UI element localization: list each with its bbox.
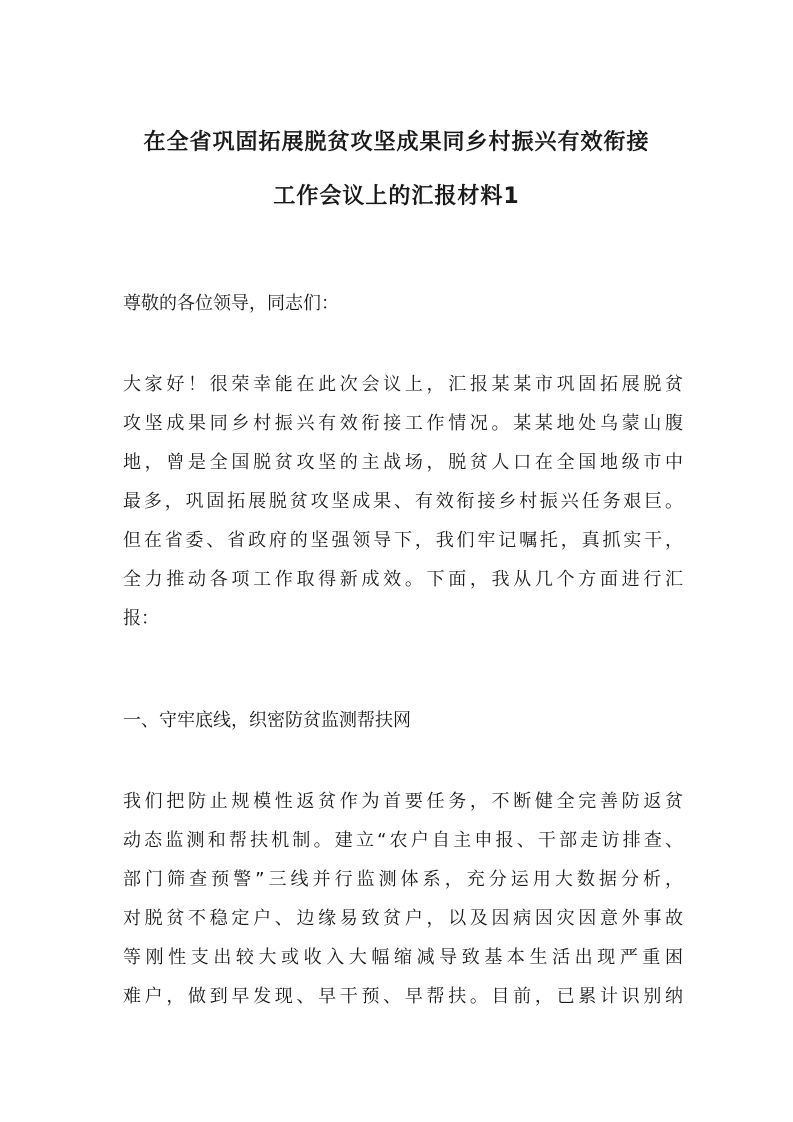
intro-line: 攻坚成果同乡村振兴有效衔接工作情况。某某地处乌蒙山腹 (123, 413, 683, 434)
document-title-line-2: 工作会议上的汇报材料1 (273, 184, 520, 209)
intro-line: 大家好！很荣幸能在此次会议上，汇报某某市巩固拓展脱贫 (123, 374, 683, 395)
document-title-line-1: 在全省巩固拓展脱贫攻坚成果同乡村振兴有效衔接 (143, 130, 650, 155)
intro-line: 最多，巩固拓展脱贫攻坚成果、有效衔接乡村振兴任务艰巨。 (123, 491, 683, 512)
intro-line: 全力推动各项工作取得新成效。下面，我从几个方面进行汇 (123, 569, 683, 590)
section-line: 对脱贫不稳定户、边缘易致贫户，以及因病因灾因意外事故 (123, 908, 683, 929)
section-line: 我们把防止规模性返贫作为首要任务，不断健全完善防返贫 (123, 791, 683, 812)
section-line: 动态监测和帮扶机制。建立“农户自主申报、干部走访排查、 (123, 830, 683, 851)
section-heading: 一、守牢底线，织密防贫监测帮扶网 (123, 710, 411, 731)
intro-line: 地，曾是全国脱贫攻坚的主战场，脱贫人口在全国地级市中 (123, 452, 683, 473)
section-line: 部门筛查预警”三线并行监测体系，充分运用大数据分析， (123, 869, 683, 890)
section-line: 等刚性支出较大或收入大幅缩减导致基本生活出现严重困 (123, 947, 683, 968)
section-line: 难户，做到早发现、早干预、早帮扶。目前，已累计识别纳 (123, 986, 683, 1007)
intro-line: 报： (123, 608, 159, 629)
intro-line: 但在省委、省政府的坚强领导下，我们牢记嘱托，真抓实干， (123, 530, 683, 551)
salutation: 尊敬的各位领导，同志们： (123, 293, 339, 314)
